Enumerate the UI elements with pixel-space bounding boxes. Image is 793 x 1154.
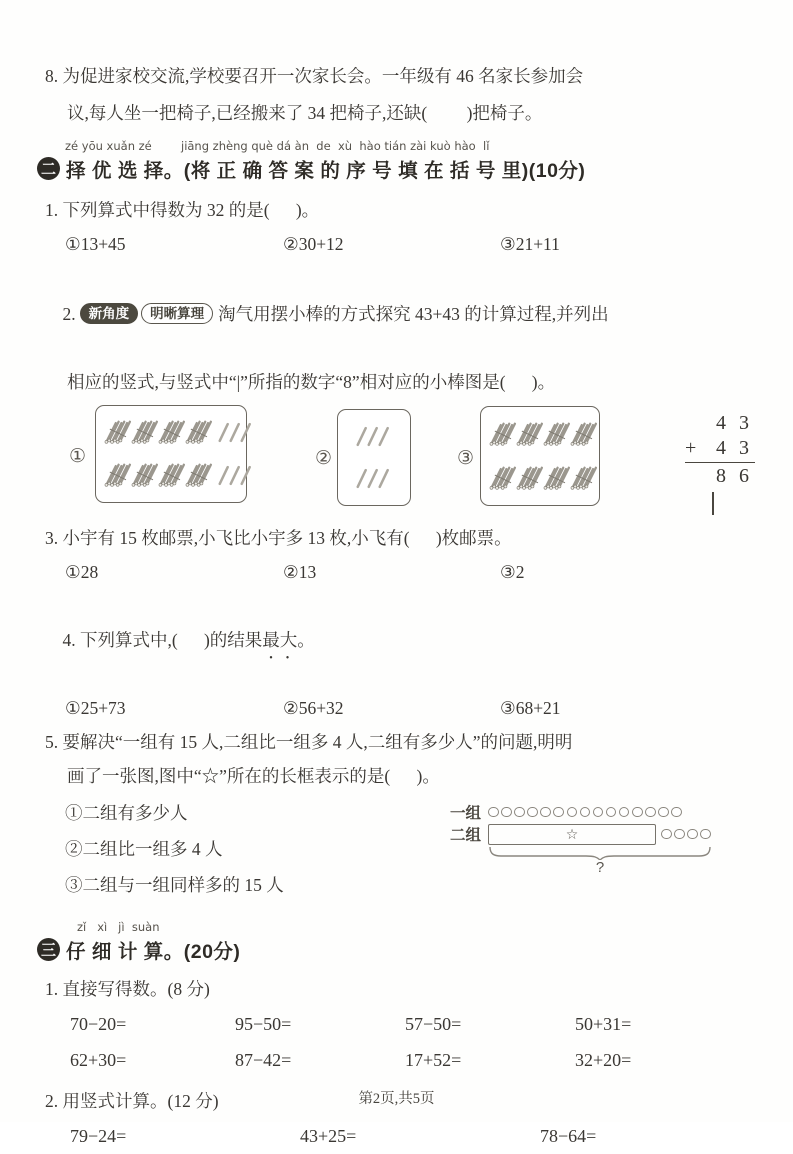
question-1: 1. 下列算式中得数为 32 的是( )。: [45, 200, 320, 220]
new-angle-badge: 新角度: [80, 303, 139, 324]
option-2: ②56+32: [283, 698, 344, 718]
stick-row: [103, 460, 239, 491]
question-8-line2: 议,每人坐一把椅子,已经搬来了 34 把椅子,还缺( )把椅子。: [67, 103, 543, 123]
person-circle: [553, 807, 564, 818]
calc-sub2-title: 2. 用竖式计算。(12 分): [45, 1091, 219, 1111]
calc-row-1: [70, 1006, 755, 1042]
person-circle: [606, 807, 617, 818]
figure-option-2-label: ②: [315, 448, 333, 469]
question-2-line2: 相应的竖式,与竖式中“|”所指的数字“8”相对应的小棒图是( )。: [67, 372, 556, 392]
vcalc-result: 8 6: [716, 465, 753, 487]
question-4-post: 。: [297, 630, 315, 650]
question-4-pre: 4. 下列算式中,( )的结果: [62, 630, 263, 650]
person-circle: [632, 807, 643, 818]
option-3: ③二组与一组同样多的 15 人: [65, 875, 284, 895]
question-2-line1: [45, 263, 755, 365]
vcalc-addend1: 4 3: [716, 412, 753, 434]
stick-row: [345, 465, 403, 492]
question-5-line2: 画了一张图,图中“☆”所在的长框表示的是( )。: [67, 766, 440, 786]
calc-sub1-title: 1. 直接写得数。(8 分): [45, 979, 210, 999]
question-8-line1: 8. 为促进家校交流,学校要召开一次家长会。一年级有 46 名家长参加会: [45, 66, 584, 86]
option-2: ②二组比一组多 4 人: [65, 839, 223, 859]
person-circle: [658, 807, 669, 818]
option-1: ①二组有多少人: [65, 803, 188, 823]
vcalc-rule-line: [685, 462, 755, 463]
group-1-circles: [488, 807, 684, 818]
digit-pointer-line: [712, 492, 714, 515]
question-mark: ?: [595, 859, 605, 876]
person-circle: [514, 807, 525, 818]
page-footer: 第2页,共5页: [358, 1091, 435, 1107]
person-circle: [593, 807, 604, 818]
figure-option-1-label: ①: [69, 446, 87, 467]
question-5-options-area: [45, 795, 755, 913]
calc-item: 17+52=: [405, 1050, 462, 1070]
person-circle: [527, 807, 538, 818]
person-circle: [687, 829, 698, 840]
calc-row-2: [70, 1042, 755, 1078]
section-2-pinyin: zé yōu xuǎn zé jiāng zhèng què dá àn de xù hào tián zài kuò hào lǐ: [65, 139, 490, 153]
section-3-number-icon: 三: [37, 938, 60, 961]
section-2-header: [37, 154, 755, 183]
question-2-figure: [45, 403, 755, 515]
person-circle: [674, 829, 685, 840]
section-2-title: 择 优 选 择。(将 正 确 答 案 的 序 号 填 在 括 号 里)(10分): [66, 159, 586, 182]
question-4: [45, 589, 755, 691]
brace: [488, 845, 712, 876]
calc-item: 43+25=: [300, 1126, 357, 1146]
star-box: ☆: [488, 824, 656, 845]
question-8: [45, 58, 755, 132]
calc-item: 78−64=: [540, 1126, 597, 1146]
group-1-label: 一组: [450, 805, 482, 822]
person-circle: [619, 807, 630, 818]
clear-reasoning-badge: 明晰算理: [141, 303, 213, 324]
group-1-row: [450, 801, 750, 823]
option-1: ①13+45: [65, 234, 126, 254]
groups-diagram: [450, 801, 750, 876]
question-4-emphasized: 最大 ••: [262, 623, 297, 657]
vcalc-addend2-row: [685, 436, 755, 461]
stick-box-1: [95, 405, 247, 503]
stick-row: [345, 423, 403, 450]
person-circle: [567, 807, 578, 818]
option-1: ①25+73: [65, 698, 126, 718]
calc-item: 57−50=: [405, 1014, 462, 1034]
calc-item: 32+20=: [575, 1050, 632, 1070]
question-4-options: [65, 691, 755, 725]
calc-item: 50+31=: [575, 1014, 632, 1034]
calc-item: 62+30=: [70, 1050, 127, 1070]
question-1-options: [65, 227, 755, 261]
vcalc-addend2: 4 3: [716, 437, 753, 459]
option-2: ②13: [283, 562, 317, 582]
question-3: 3. 小宇有 15 枚邮票,小飞比小宇多 13 枚,小飞有( )枚邮票。: [45, 528, 512, 548]
person-circle: [580, 807, 591, 818]
person-circle: [540, 807, 551, 818]
person-circle: [661, 829, 672, 840]
question-5-line1: 5. 要解决“一组有 15 人,二组比一组多 4 人,二组有多少人”的问题,明明: [45, 732, 573, 752]
option-3: ③68+21: [500, 698, 561, 718]
stick-box-3: [480, 406, 600, 506]
question-2-number: 2.: [62, 304, 76, 324]
calc-item: 95−50=: [235, 1014, 292, 1034]
person-circle: [671, 807, 682, 818]
question-2-text: 淘气用摆小棒的方式探究 43+43 的计算过程,并列出: [218, 304, 609, 324]
section-3-pinyin: zǐ xì jì suàn: [77, 920, 160, 934]
calc-item: 70−20=: [70, 1014, 127, 1034]
person-circle: [501, 807, 512, 818]
vertical-calculation: [685, 411, 755, 515]
section-3-title: 仔 细 计 算。(20分): [66, 940, 241, 963]
section-2-number-icon: 二: [37, 157, 60, 180]
question-3-options: [65, 555, 755, 589]
person-circle: [700, 829, 711, 840]
person-circle: [488, 807, 499, 818]
calc-item: 79−24=: [70, 1126, 127, 1146]
group-2-circles: [661, 829, 713, 840]
stick-box-2: [337, 409, 411, 506]
group-2-label: 二组: [450, 827, 482, 844]
person-circle: [645, 807, 656, 818]
stick-row: [488, 463, 592, 494]
option-3: ③2: [500, 562, 525, 582]
option-1: ①28: [65, 562, 99, 582]
figure-option-3-label: ③: [457, 448, 475, 469]
option-2: ②30+12: [283, 234, 344, 254]
section-3-header: [37, 935, 755, 964]
plus-sign: +: [685, 437, 697, 459]
stick-row: [488, 419, 592, 450]
calc-item: 87−42=: [235, 1050, 292, 1070]
stick-row: [103, 417, 239, 448]
group-2-row: [450, 823, 750, 845]
calc-row-3: [70, 1118, 755, 1154]
option-3: ③21+11: [500, 234, 560, 254]
